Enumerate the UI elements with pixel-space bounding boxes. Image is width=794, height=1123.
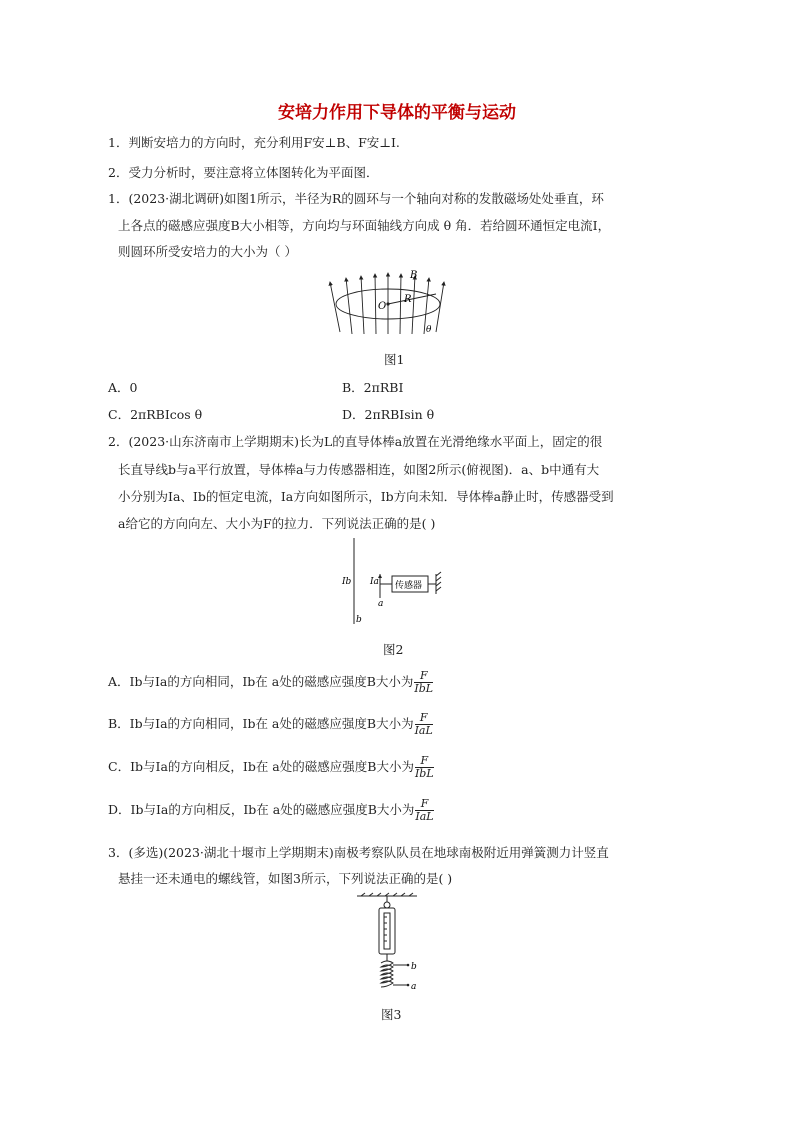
q2-option-b xyxy=(108,712,433,737)
q2-option-b-text: B．Ib与Ia的方向相同，Ib在 a处的磁感应强度B大小为 xyxy=(108,716,414,731)
tip-1: 1．判断安培力的方向时，充分利用F安⊥B、F安⊥I. xyxy=(108,135,400,150)
q1-option-b: B．2πRBI xyxy=(342,380,404,395)
q3-line-1: 3．(多选)(2023·湖北十堰市上学期期末)南极考察队队员在地球南极附近用弹簧测力计竖直 xyxy=(108,845,609,860)
q2-option-a-text: A．Ib与Ia的方向相同，Ib在 a处的磁感应强度B大小为 xyxy=(108,674,414,689)
figure-3-caption: 图3 xyxy=(381,1007,402,1022)
q2-option-b-denominator: IaL xyxy=(414,724,433,737)
q1-option-c: C．2πRBIcos θ xyxy=(108,407,203,422)
figure-3-label-b: b xyxy=(411,962,417,972)
tip-2: 2．受力分析时，要注意将立体图转化为平面图． xyxy=(108,165,379,180)
q2-option-d-numerator: F xyxy=(415,798,433,811)
q2-line-4: a给它的方向向左、大小为F的拉力．下列说法正确的是( ) xyxy=(118,516,436,531)
figure-1-label-theta: θ xyxy=(426,325,432,335)
q1-option-a: A．0 xyxy=(108,380,138,395)
q2-option-b-fraction xyxy=(415,712,433,737)
figure-1-caption: 图1 xyxy=(384,352,405,367)
figure-2-wire-sensor-diagram xyxy=(340,538,450,628)
figure-2-label-ia: Ia xyxy=(370,577,379,587)
q2-option-c xyxy=(108,755,434,780)
q2-option-d-text: D．Ib与Ia的方向相反，Ib在 a处的磁感应强度B大小为 xyxy=(108,802,415,817)
q2-option-d xyxy=(108,798,434,823)
figure-3-label-a: a xyxy=(411,982,417,992)
q2-option-a xyxy=(108,670,433,695)
q2-option-c-numerator: F xyxy=(415,755,434,768)
q2-line-1: 2．(2023·山东济南市上学期期末)长为L的直导体棒a放置在光滑绝缘水平面上，固定的很 xyxy=(108,434,603,449)
q2-option-b-numerator: F xyxy=(415,712,433,725)
q3-line-2: 悬挂一还未通电的螺线管，如图3所示，下列说法正确的是( ) xyxy=(118,871,453,886)
figure-1-ring-diagram xyxy=(330,262,450,340)
page-title: 安培力作用下导体的平衡与运动 xyxy=(278,103,516,123)
q2-option-a-fraction xyxy=(414,670,433,695)
figure-1-label-o: O xyxy=(378,301,387,312)
figure-2-sensor-label: 传感器 xyxy=(395,581,423,591)
q2-option-a-numerator: F xyxy=(414,670,433,683)
q1-option-d: D．2πRBIsin θ xyxy=(342,407,435,422)
q1-line-2: 上各点的磁感应强度B大小相等，方向均与环面轴线方向成 θ 角．若给圆环通恒定电流I， xyxy=(118,218,611,233)
figure-2-label-a: a xyxy=(378,599,384,609)
q2-option-c-fraction xyxy=(415,755,434,780)
figure-1-label-b: B xyxy=(410,270,418,281)
q1-line-3: 则圆环所受安培力的大小为（ ） xyxy=(118,244,297,259)
q2-option-d-fraction xyxy=(415,798,433,823)
q2-option-c-denominator: IbL xyxy=(414,767,434,780)
q1-line-1: 1．(2023·湖北调研)如图1所示，半径为R的圆环与一个轴向对称的发散磁场处处垂直，环 xyxy=(108,191,604,206)
figure-3-spring-scale-solenoid xyxy=(355,893,435,1003)
q2-line-2: 长直导线b与a平行放置，导体棒a与力传感器相连，如图2所示(俯视图)．a、b中通有大 xyxy=(118,462,600,477)
figure-1-label-r: R xyxy=(404,294,412,305)
figure-2-caption: 图2 xyxy=(383,642,404,657)
q2-line-3: 小分别为Ia、Ib的恒定电流，Ia方向如图所示，Ib方向未知．导体棒a静止时，传感器受到 xyxy=(118,489,614,504)
q2-option-a-denominator: IbL xyxy=(414,682,434,695)
figure-2-label-b: b xyxy=(356,615,362,625)
figure-2-label-ib: Ib xyxy=(342,577,352,587)
q2-option-c-text: C．Ib与Ia的方向相反，Ib在 a处的磁感应强度B大小为 xyxy=(108,759,414,774)
q2-option-d-denominator: IaL xyxy=(415,810,434,823)
